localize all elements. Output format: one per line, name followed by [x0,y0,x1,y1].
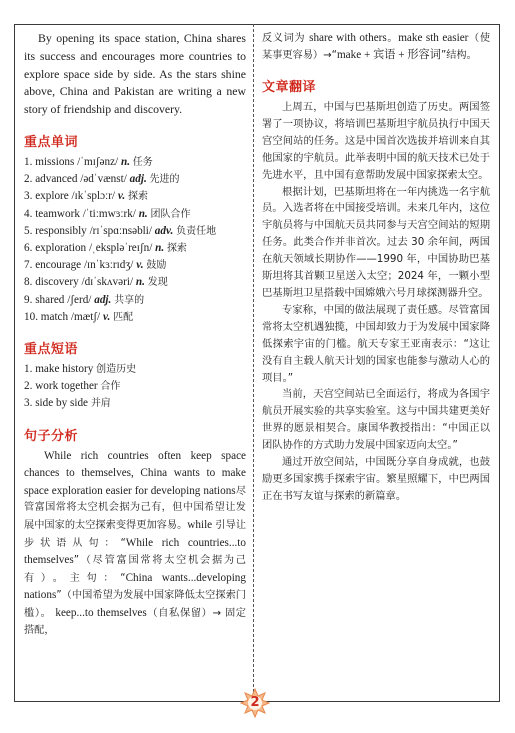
note-b-quote: China wants...developing nations [24,571,246,602]
vocab-meaning: 发现 [147,277,168,289]
phrase-meaning: 合作 [100,381,121,393]
vocab-meaning: 负责任地 [176,225,217,237]
note-b-gloss: ”（中国希望为发展中国家降低太空探索门槛）。 [24,590,246,619]
vocab-word: exploration [35,242,87,254]
vocab-ipa: /ədˈvænst/ [80,173,127,186]
phrase-text: work together [35,380,98,393]
vocab-number: 5. [24,224,33,237]
vocab-number: 10. [24,310,38,323]
vocab-ipa: /ˌekspləˈreɪʃn/ [88,242,153,254]
translation-paragraph-3: 专家称，中国的做法展现了责任感。尽管富国常将太空机遇独揽，中国却致力于为发展中国家降低探索宇宙的门槛。航天专家王亚南表示：“这让没有自主载人航天计划的国家也能参与激动人心的项目。” [262,303,490,384]
vocab-word: match [40,310,69,323]
vocab-ipa: /ˈtiːmwɜːrk/ [82,207,136,220]
analysis-sentence: While rich countries often keep space chances to themselves, China wants to make space exploration easier for developing nations [24,449,246,497]
note-c-gloss: （自私保留）→ 固定搭配， [24,607,246,636]
vocab-word: explore [35,190,69,203]
vocab-word: shared [35,293,65,306]
vocab-pos: adj. [129,173,147,186]
cont-text-3: ”结构。 [440,50,477,61]
cont-phrase-2: make sth easier [398,32,469,44]
column-divider [253,24,254,702]
vocab-number: 6. [24,242,33,254]
vocab-word: missions [35,155,75,168]
phrase-text: side by side [35,397,89,410]
vocab-meaning: 先进的 [149,174,180,186]
translation-paragraph-1: 上周五，中国与巴基斯坦创造了历史。两国签署了一项协议，将培训巴基斯坦宇航员执行中国天宫空间站的任务。这是中国首次选拔并培训来自其他国家的宇航员。此举表明中国的航天技术已处于先进水平，且中国有意帮助发展中国家探索太空。 [262,101,490,181]
vocab-pos: v. [117,190,126,203]
vocab-number: 2. [24,173,33,186]
vocab-word: encourage [35,259,82,272]
vocab-item [24,292,246,309]
vocab-ipa: /ɪkˈsplɔːr/ [71,190,116,203]
vocab-word: discovery [35,276,79,289]
phrase-meaning: 并肩 [90,398,111,410]
vocab-pos: adv. [154,224,174,237]
note-c-phrase: keep...to themselves [55,606,147,619]
vocab-item [24,206,246,223]
vocab-item [24,223,246,240]
note-a-keyword: while [187,519,213,531]
vocab-ipa: /ɪnˈkɜːrɪdʒ/ [83,259,134,272]
translation-heading: 文章翻译 [262,80,317,95]
vocab-pos: adj. [94,293,112,306]
vocab-meaning: 探索 [166,243,187,254]
vocab-meaning: 团队合作 [150,208,191,220]
page-number: 2 [250,695,260,710]
intro-paragraph: By opening its space station, China shares its success and encourages more countries to explore space side by side. As the stars shine above, China and Pakistan are writing a new story of friendship and discovery. [24,31,246,117]
vocab-meaning: 任务 [132,156,153,168]
vocab-item [24,171,246,188]
vocab-ipa: /rɪˈspɑːnsəbli/ [89,224,152,237]
vocab-list [24,154,246,326]
vocab-meaning: 匹配 [113,311,134,323]
vocab-number: 3. [24,190,33,203]
phrase-item [24,378,246,395]
translation-paragraph-2: 根据计划，巴基斯坦将在一年内挑选一名宇航员。入选者将在中国接受培训。未来几年内，这位宇航员将与中国航天员共同参与天宫空间站的短期任务。此类合作并非首次。过去 30 余年间，两国在航天领域长期协作——1990 年，中国协助巴基斯坦将其首颗卫星送入太空；2024 年，一颗小型巴基斯坦卫星搭载中国嫦娥六号月球探测器升空。 [262,185,490,299]
translation-paragraph-4: 当前，天宫空间站已全面运行，将成为各国宇航员开展实验的共享实验室。这与中国共建更美好世界的愿景相契合。康国华教授指出：“中国正以团队协作的方式助力发展中国家迈向太空。” [262,388,490,452]
note-a-quote: While rich countries...to themselves [24,536,246,567]
analysis-paragraph [24,448,246,640]
vocab-ipa: /mætʃ/ [70,310,101,323]
vocab-meaning: 鼓励 [146,260,167,272]
vocab-pos: v. [136,259,144,272]
phrase-text: make history [35,363,94,376]
vocab-number: 9. [24,293,33,306]
phrase-meaning: 创造历史 [96,364,137,376]
vocab-item [24,154,246,171]
vocab-number: 1. [24,155,33,168]
vocab-item [24,240,246,257]
vocab-word: advanced [35,173,78,186]
vocab-word: responsibly [35,224,87,237]
analysis-heading: 句子分析 [24,428,79,444]
vocab-meaning: 探索 [127,191,148,203]
vocab-pos: n. [135,276,145,289]
vocab-ipa: /ˈmɪʃənz/ [77,155,119,168]
analysis-translation: 尽管富国常将太空机会据为己有，但中国希望让发展中国家的太空探索变得更加容易。 [24,485,247,531]
vocab-pos: n. [155,242,165,254]
vocab-item [24,257,246,274]
phrase-list [24,361,246,413]
phrase-number: 1. [24,363,33,376]
vocab-meaning: 共享的 [114,294,145,306]
cont-text-2: （使某事更容易）→“ [262,33,491,61]
phrase-item [24,395,246,412]
cont-sep: 。 [386,33,399,44]
cont-phrase-3: make + 宾语 + 形容词 [336,49,441,61]
analysis-continuation [262,30,490,64]
cont-text-1: 反义词为 [262,33,306,44]
note-a-gloss: ”（尽管富国常将太空机会据为己有）。主句：“ [24,555,246,584]
right-column [262,30,490,505]
vocab-ipa: /ʃerd/ [67,293,92,306]
phrase-number: 2. [24,380,33,393]
phrase-number: 3. [24,397,33,410]
note-a-mid: 引导让步状语从句：“ [24,520,247,549]
vocab-number: 4. [24,207,33,220]
vocab-ipa: /dɪˈskʌvəri/ [81,276,134,289]
vocab-number: 7. [24,259,33,272]
vocab-item [24,274,246,291]
vocab-pos: v. [102,310,111,323]
cont-phrase-1: share with others [309,32,387,44]
left-column [24,30,246,639]
phrase-item [24,361,246,378]
vocab-item [24,188,246,205]
vocab-number: 8. [24,276,33,289]
vocab-pos: n. [120,155,130,168]
vocab-item [24,309,246,326]
vocab-pos: n. [138,207,148,220]
vocab-word: teamwork [35,207,80,220]
translation-paragraph-5: 通过开放空间站，中国既分享自身成就，也鼓励更多国家携手探索宇宙。繁星照耀下，中巴两国正在书写友谊与探索的新篇章。 [262,456,490,502]
phrases-heading: 重点短语 [24,342,79,358]
vocab-heading: 重点单词 [24,134,79,150]
